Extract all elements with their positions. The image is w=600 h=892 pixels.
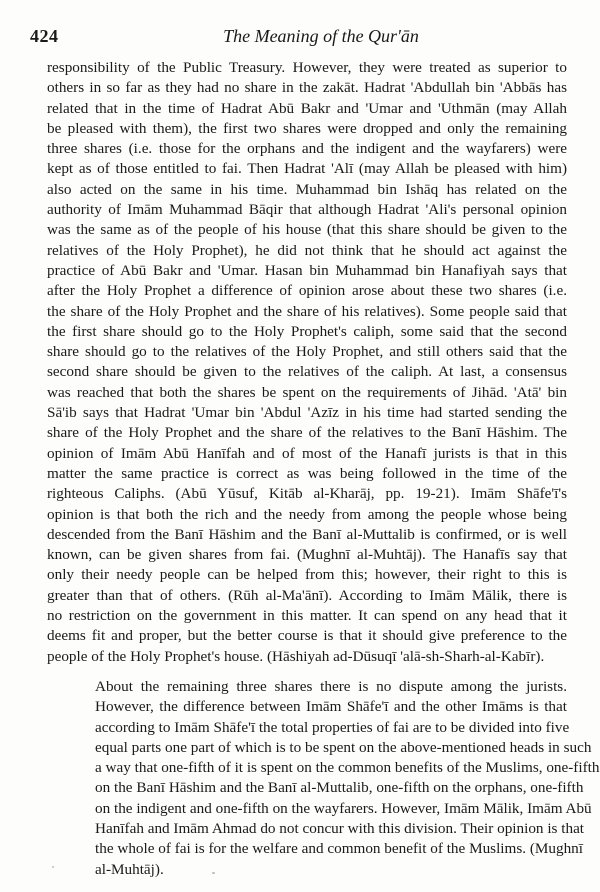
text-line: people of the Holy Prophet's house. (Hāshiyah ad-Dūsuqī 'alā-sh-Sharh-al-Kabīr). [47,647,545,665]
text-line: greater than that of others. (Rūh al-Ma'ānī). According to Imām Mālik, there is [47,586,567,604]
text-line: matter the same practice is correct as was being followed in the time of the [47,464,567,482]
text-line: the share of the Holy Prophet and the share of his relatives). Some people said that [47,302,567,320]
text-line: after the Holy Prophet a difference of opinion arose about these two shares (i.e. [47,282,567,300]
running-title: The Meaning of the Qur'ān [223,26,419,46]
text-line: be pleased with them), the first two shares were dropped and only the remaining [47,119,567,137]
text-line: equal parts one part of which is to be spent on the above-mentioned heads in such [95,738,592,756]
text-line: the first share should go to the Holy Prophet's caliph, some said that the second [47,322,567,340]
text-line: Sā'ib says that Hadrat 'Umar bin 'Abdul 'Azīz in his time had started sending the [47,404,567,422]
text-line: share of the Holy Prophet and the share of the relatives to the Banī Hāshim. The [47,424,567,442]
text-line: according to Imām Shāfe'ī the total properties of fai are to be divided into five [95,718,570,736]
paragraph-2 [47,677,600,880]
text-line: only their needy people can be helped from this; however, their right to this is [47,566,567,584]
text-line: was reached that both the shares be spent on the requirements of Jihād. 'Atā' bin [47,383,567,401]
text-line: also acted on the same in his time. Muhammad bin Ishāq has related on the [47,180,567,198]
text-line: the whole of fai is for the welfare and common benefit of the Muslims. (Mughnī [95,840,583,858]
scan-speck [52,866,54,868]
paragraph-1 [47,58,567,667]
text-line: righteous Caliphs. (Abū Yūsuf, Kitāb al-Kharāj, pp. 19-21). Imām Shāfe'ī's [47,485,567,503]
text-line: opinion is that both the rich and the needy from among the people whose being [47,505,567,523]
text-line: responsibility of the Public Treasury. However, they were treated as superior to [47,59,567,76]
text-line: practice of Abū Bakr and 'Umar. Hasan bin Muhammad bin Hanafiyah says that [47,261,567,279]
text-line: authority of Imām Muhammad Bāqir that although Hadrat 'Ali's personal opinion [47,201,567,219]
text-line: deems fit and proper, but the better course is that it should give preference to the [47,627,567,645]
text-line: opinion of Imām Abū Hanīfah and of most of the Hanafī jurists is that in this [47,444,567,462]
text-line: others in so far as they had no share in the zakāt. Hadrat 'Abdullah bin 'Abbās has [47,79,567,97]
scan-speck [212,872,215,874]
text-line: three shares (i.e. those for the orphans and the indigent and the wayfarers) were [47,140,567,158]
page-number: 424 [30,26,59,46]
text-line: on the Banī Hāshim and the Banī al-Muttalib, one-fifth on the orphans, one-fifth [95,779,584,797]
text-line: share should go to the relatives of the Holy Prophet, and still others said that the [47,343,567,361]
text-line: However, the difference between Imām Shāfe'ī and the other Imāms is that [95,698,567,716]
text-line: on the indigent and one-fifth on the wayfarers. However, Imām Mālik, Imām Abū [95,799,592,817]
text-line: al-Muhtāj). [95,860,164,878]
body-text [47,58,600,880]
text-line: no restriction on the government in this matter. It can spend on any head that it [47,607,567,625]
text-line: a way that one-fifth of it is spent on the common benefits of the Muslims, one-fifth [95,759,600,777]
text-line: kept as of those entitled to fai. Then Hadrat 'Alī (may Allah be pleased with him) [47,160,567,178]
text-line: known, can be given shares from fai. (Mughnī al-Muhtāj). The Hanafīs say that [47,546,567,564]
text-line: related that in the time of Hadrat Abū Bakr and 'Umar and 'Uthmān (may Allah [47,99,567,117]
text-line: Hanīfah and Imām Ahmad do not concur with this division. Their opinion is that [95,819,585,837]
text-line: was the same as of the people of his house (that this share should be given to the [47,221,567,239]
text-line: second share should be given to the relatives of the caliph. At last, a consensus [47,363,567,381]
text-line: About the remaining three shares there is no dispute among the jurists. [95,677,567,695]
text-line: relatives of the Holy Prophet), he did not think that he should act against the [47,241,567,259]
text-line: descended from the Banī Hāshim and the Banī al-Muttalib is confirmed, or is well [47,525,567,543]
page-header [30,26,572,50]
